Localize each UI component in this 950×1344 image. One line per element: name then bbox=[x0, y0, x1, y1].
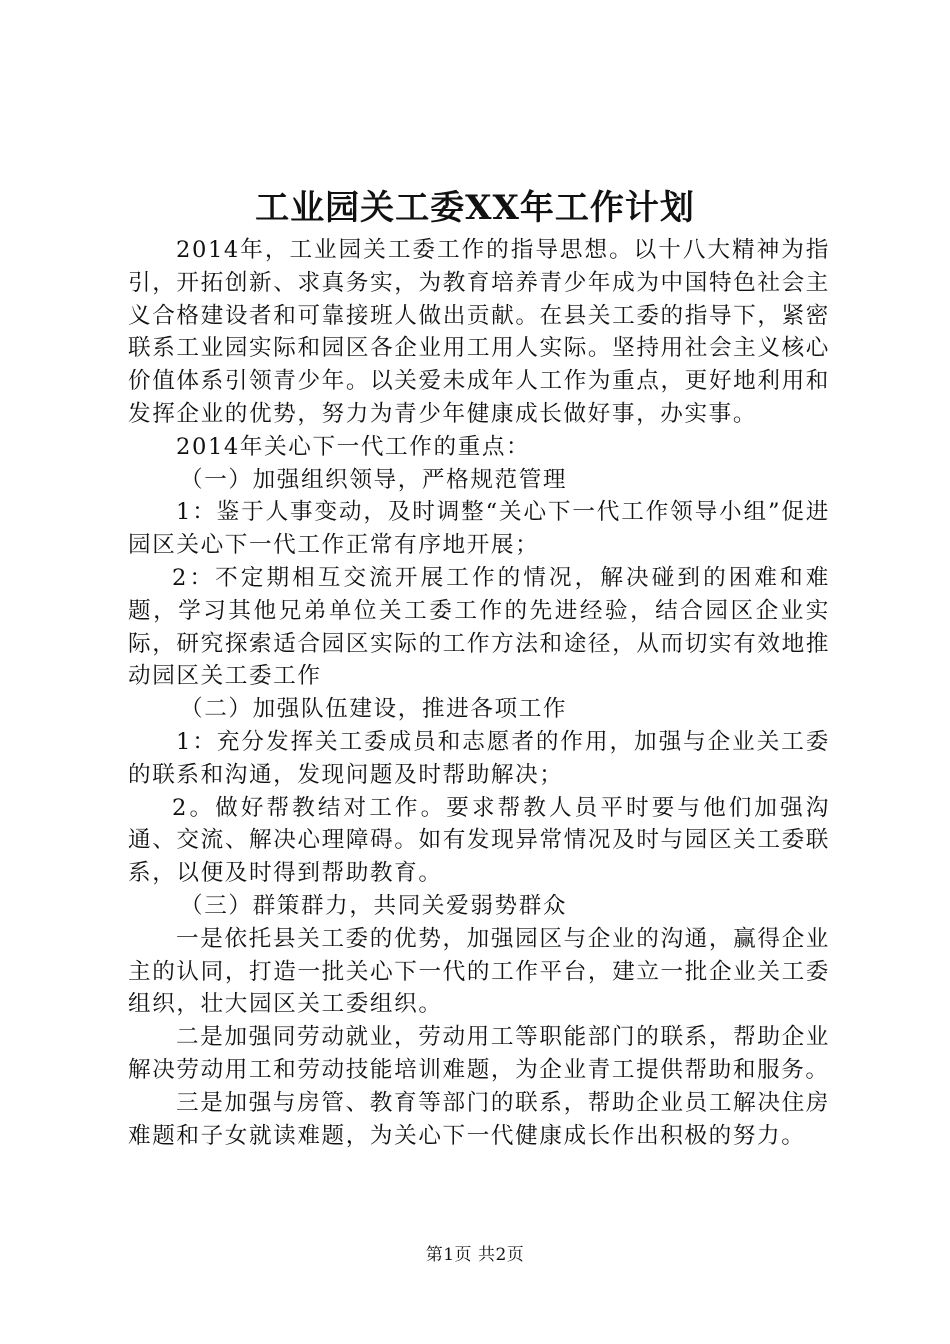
section-heading-3: （三）群策群力，共同关爱弱势群众 bbox=[180, 892, 568, 919]
list-item-2-2: 2。做好帮教结对工作。要求帮教人员平时要与他们加强沟通、交流、解决心理障碍。如有发现异常情况及时与园区关工委联系，以便及时得到帮助教育。 bbox=[128, 794, 830, 887]
section-heading-2: （二）加强队伍建设，推进各项工作 bbox=[180, 696, 568, 723]
section-heading-1: （一）加强组织领导，严格规范管理 bbox=[180, 466, 568, 493]
list-item-3-3: 三是加强与房管、教育等部门的联系，帮助企业员工解决住房难题和子女就读难题，为关心下一代健康成长作出积极的努力。 bbox=[128, 1089, 830, 1149]
paragraph-guiding-thought: 2014年，工业园关工委工作的指导思想。以十八大精神为指引，开拓创新、求真务实，为教育培养青少年成为中国特色社会主义合格建设者和可靠接班人做出贡献。在县关工委的指导下，紧密联系工业园实际和园区各企业用工用人实际。坚持用社会主义核心价值体系引领青少年。以关爱未成年人工作为重点，更好地利用和发挥企业的优势，努力为青少年健康成长做好事，办实事。 bbox=[128, 237, 830, 427]
document-body bbox=[128, 234, 830, 1152]
list-item-1-2: 2：不定期相互交流开展工作的情况，解决碰到的困难和难题，学习其他兄弟单位关工委工作的先进经验，结合园区企业实际，研究探索适合园区实际的工作方法和途径，从而切实有效地推动园区关工委工作 bbox=[128, 564, 830, 690]
paragraph-key-points-intro: 2014年关心下一代工作的重点： bbox=[176, 433, 531, 460]
list-item-3-1: 一是依托县关工委的优势，加强园区与企业的沟通，赢得企业主的认同，打造一批关心下一代的工作平台，建立一批企业关工委组织，壮大园区关工委组织。 bbox=[128, 925, 830, 1018]
page-number-footer: 第1页 共2页 bbox=[425, 1245, 525, 1265]
list-item-1-1: 1：鉴于人事变动，及时调整“关心下一代工作领导小组”促进园区关心下一代工作正常有序地开展； bbox=[128, 499, 830, 559]
list-item-3-2: 二是加强同劳动就业，劳动用工等职能部门的联系，帮助企业解决劳动用工和劳动技能培训难题，为企业青工提供帮助和服务。 bbox=[128, 1024, 830, 1083]
list-item-2-1: 1：充分发挥关工委成员和志愿者的作用，加强与企业关工委的联系和沟通，发现问题及时帮助解决； bbox=[128, 728, 830, 788]
document-title: 工业园关工委XX年工作计划 bbox=[255, 188, 695, 228]
